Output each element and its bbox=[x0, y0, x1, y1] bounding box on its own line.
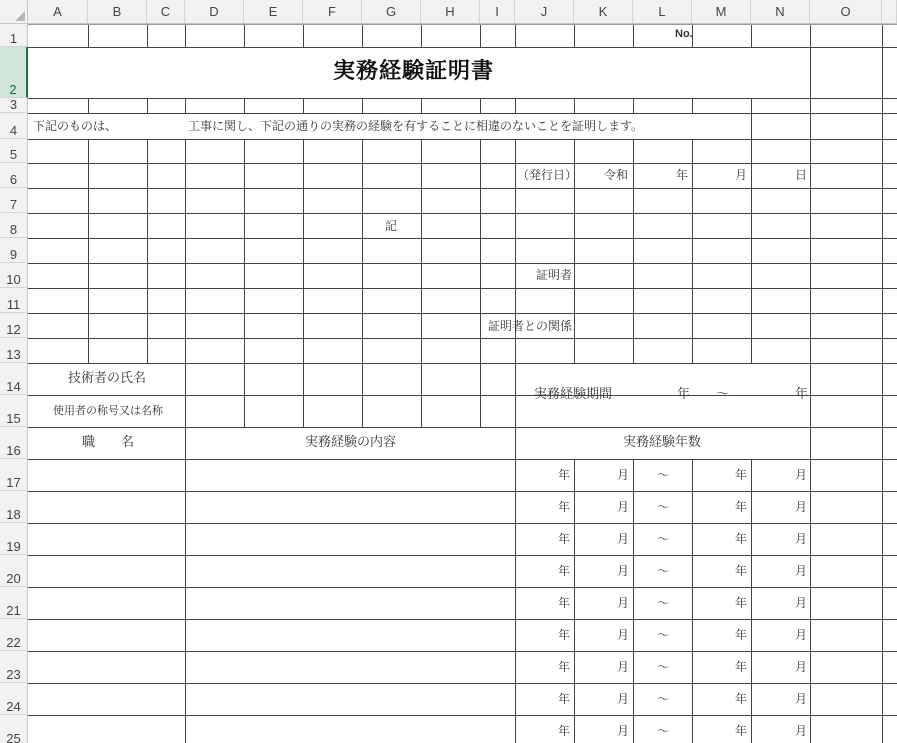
grid-line-v bbox=[574, 459, 575, 743]
experience-row-19-year-unit: 年 bbox=[558, 532, 571, 546]
grid-line-v bbox=[185, 363, 186, 427]
grid-line-v bbox=[882, 47, 883, 98]
experience-row-18-tilde: ～ bbox=[657, 500, 670, 514]
row-header-15[interactable]: 15 bbox=[0, 395, 28, 427]
row-header-24[interactable]: 24 bbox=[0, 683, 28, 715]
grid-line-v bbox=[303, 139, 304, 363]
row-header-4[interactable]: 4 bbox=[0, 113, 28, 139]
column-header-d[interactable]: D bbox=[185, 0, 244, 24]
grid-line-h bbox=[28, 98, 897, 99]
row-header-12[interactable]: 12 bbox=[0, 313, 28, 338]
experience-row-17-tilde: ～ bbox=[657, 468, 670, 482]
row-header-14[interactable]: 14 bbox=[0, 363, 28, 395]
column-header-k[interactable]: K bbox=[574, 0, 633, 24]
column-header-h[interactable]: H bbox=[421, 0, 480, 24]
grid-line-v bbox=[574, 98, 575, 113]
grid-line-v bbox=[515, 363, 516, 427]
grid-line-h bbox=[28, 238, 897, 239]
experience-row-18-end-month-unit: 月 bbox=[795, 500, 808, 514]
experience-row-22-end-month-unit: 月 bbox=[795, 628, 808, 642]
experience-row-21-end-year-unit: 年 bbox=[735, 596, 748, 610]
column-header-c[interactable]: C bbox=[147, 0, 185, 24]
grid-line-h bbox=[28, 555, 897, 556]
grid-line-v bbox=[751, 24, 752, 47]
relation-label: 証明者との関係 bbox=[488, 319, 573, 333]
experience-row-21-month-unit: 月 bbox=[617, 596, 630, 610]
grid-line-v bbox=[574, 24, 575, 47]
period-tilde: ～ bbox=[716, 387, 730, 402]
experience-row-19-tilde: ～ bbox=[657, 532, 670, 546]
issue-day-unit: 日 bbox=[795, 168, 808, 182]
grid-line-v bbox=[515, 24, 516, 47]
experience-row-17-year-unit: 年 bbox=[558, 468, 571, 482]
years-header: 実務経験年数 bbox=[623, 435, 702, 450]
experience-row-23-end-month-unit: 月 bbox=[795, 660, 808, 674]
row-header-7[interactable]: 7 bbox=[0, 188, 28, 213]
grid-line-v bbox=[244, 363, 245, 427]
grid-line-v bbox=[421, 24, 422, 47]
experience-row-23-end-year-unit: 年 bbox=[735, 660, 748, 674]
grid-line-v bbox=[244, 139, 245, 363]
row-header-9[interactable]: 9 bbox=[0, 238, 28, 263]
experience-row-25-end-year-unit: 年 bbox=[735, 724, 748, 738]
grid-line-v bbox=[810, 363, 811, 427]
grid-line-v bbox=[303, 24, 304, 47]
experience-row-23-year-unit: 年 bbox=[558, 660, 571, 674]
grid-line-h bbox=[28, 288, 897, 289]
grid-line-v bbox=[88, 139, 89, 363]
grid-line-h bbox=[28, 651, 897, 652]
row-header-3[interactable]: 3 bbox=[0, 98, 28, 113]
grid-line-h bbox=[28, 363, 897, 364]
experience-row-25-tilde: ～ bbox=[657, 724, 670, 738]
row-header-25[interactable]: 25 bbox=[0, 715, 28, 743]
grid-line-v bbox=[480, 98, 481, 113]
experience-row-24-month-unit: 月 bbox=[617, 692, 630, 706]
grid-line-v bbox=[692, 459, 693, 743]
grid-line-h bbox=[28, 587, 897, 588]
row-header-19[interactable]: 19 bbox=[0, 523, 28, 555]
grid-line-v bbox=[244, 98, 245, 113]
experience-row-20-tilde: ～ bbox=[657, 564, 670, 578]
column-header-stub bbox=[882, 0, 897, 24]
experience-row-24-tilde: ～ bbox=[657, 692, 670, 706]
grid-line-v bbox=[751, 98, 752, 113]
grid-line-h bbox=[28, 188, 897, 189]
grid-line-h bbox=[28, 427, 897, 428]
experience-row-17-end-month-unit: 月 bbox=[795, 468, 808, 482]
grid-line-v bbox=[480, 24, 481, 47]
grid-line-v bbox=[147, 139, 148, 363]
grid-line-h bbox=[28, 619, 897, 620]
statement-prefix: 下記のものは、 bbox=[33, 119, 118, 133]
grid-line-v bbox=[88, 24, 89, 47]
no-label: No. bbox=[675, 28, 693, 40]
grid-line-v bbox=[810, 47, 811, 98]
row-header-20[interactable]: 20 bbox=[0, 555, 28, 587]
experience-row-18-month-unit: 月 bbox=[617, 500, 630, 514]
grid-line-v bbox=[810, 427, 811, 743]
grid-line-v bbox=[882, 24, 883, 47]
grid-line-v bbox=[362, 139, 363, 363]
column-header-e[interactable]: E bbox=[244, 0, 303, 24]
grid-line-v bbox=[362, 363, 363, 427]
experience-row-18-year-unit: 年 bbox=[558, 500, 571, 514]
experience-row-22-month-unit: 月 bbox=[617, 628, 630, 642]
experience-row-20-year-unit: 年 bbox=[558, 564, 571, 578]
period-end-year-unit: 年 bbox=[795, 387, 809, 402]
select-all-icon bbox=[15, 11, 25, 21]
grid-line-v bbox=[810, 113, 811, 139]
grid-line-h bbox=[28, 313, 897, 314]
grid-line-h bbox=[28, 715, 897, 716]
row-header-21[interactable]: 21 bbox=[0, 587, 28, 619]
row-header-10[interactable]: 10 bbox=[0, 263, 28, 288]
experience-row-19-end-year-unit: 年 bbox=[735, 532, 748, 546]
grid-line-v bbox=[303, 363, 304, 427]
experience-row-23-month-unit: 月 bbox=[617, 660, 630, 674]
page-title: 実務経験証明書 bbox=[333, 58, 495, 84]
experience-row-22-tilde: ～ bbox=[657, 628, 670, 642]
experience-row-17-end-year-unit: 年 bbox=[735, 468, 748, 482]
grid-line-v bbox=[882, 139, 883, 363]
grid-line-v bbox=[751, 113, 752, 139]
statement-body: 工事に関し、下記の通りの実務の経験を有することに相違のないことを証明します。 bbox=[188, 119, 644, 133]
row-header-11[interactable]: 11 bbox=[0, 288, 28, 313]
grid-line-v bbox=[810, 24, 811, 47]
column-header-j[interactable]: J bbox=[515, 0, 574, 24]
grid-line-v bbox=[515, 98, 516, 113]
grid-line-h bbox=[28, 24, 897, 25]
row-header-18[interactable]: 18 bbox=[0, 491, 28, 523]
period-start-year-unit: 年 bbox=[677, 387, 691, 402]
experience-row-18-end-year-unit: 年 bbox=[735, 500, 748, 514]
grid-line-v bbox=[244, 24, 245, 47]
grid-line-v bbox=[421, 139, 422, 363]
column-header-l[interactable]: L bbox=[633, 0, 692, 24]
column-header-i[interactable]: I bbox=[480, 0, 515, 24]
column-header-f[interactable]: F bbox=[303, 0, 362, 24]
grid-line-v bbox=[810, 139, 811, 363]
grid-line-v bbox=[421, 363, 422, 427]
grid-line-v bbox=[882, 427, 883, 743]
grid-line-h bbox=[28, 113, 897, 114]
grid-line-v bbox=[692, 139, 693, 363]
grid-line-v bbox=[362, 98, 363, 113]
column-header-m[interactable]: M bbox=[692, 0, 751, 24]
certifier-label: 証明者 bbox=[536, 268, 573, 282]
grid-line-h bbox=[28, 139, 897, 140]
experience-row-25-end-month-unit: 月 bbox=[795, 724, 808, 738]
grid-line-v bbox=[633, 98, 634, 113]
grid-line-h bbox=[28, 523, 897, 524]
row-header-22[interactable]: 22 bbox=[0, 619, 28, 651]
column-header-b[interactable]: B bbox=[88, 0, 147, 24]
grid-line-h bbox=[28, 395, 897, 396]
row-header-23[interactable]: 23 bbox=[0, 651, 28, 683]
column-header-o[interactable]: O bbox=[810, 0, 882, 24]
grid-line-h bbox=[28, 47, 897, 48]
issue-month-unit: 月 bbox=[735, 168, 748, 182]
row-header-8[interactable]: 8 bbox=[0, 213, 28, 238]
grid-line-v bbox=[362, 24, 363, 47]
grid-line-v bbox=[882, 363, 883, 427]
experience-row-22-end-year-unit: 年 bbox=[735, 628, 748, 642]
grid-line-v bbox=[633, 459, 634, 743]
column-header-n[interactable]: N bbox=[751, 0, 810, 24]
experience-row-24-end-year-unit: 年 bbox=[735, 692, 748, 706]
grid-line-v bbox=[882, 98, 883, 113]
experience-row-25-year-unit: 年 bbox=[558, 724, 571, 738]
experience-row-21-tilde: ～ bbox=[657, 596, 670, 610]
experience-row-23-tilde: ～ bbox=[657, 660, 670, 674]
grid-line-v bbox=[185, 24, 186, 47]
grid-line-v bbox=[185, 139, 186, 363]
grid-line-v bbox=[810, 98, 811, 113]
experience-row-25-month-unit: 月 bbox=[617, 724, 630, 738]
engineer-name-label: 技術者の氏名 bbox=[68, 371, 147, 386]
grid-line-h bbox=[28, 683, 897, 684]
experience-row-21-end-month-unit: 月 bbox=[795, 596, 808, 610]
row-header-2[interactable]: 2 bbox=[0, 47, 28, 98]
row-header-5[interactable]: 5 bbox=[0, 139, 28, 163]
row-header-16[interactable]: 16 bbox=[0, 427, 28, 459]
grid-line-v bbox=[692, 98, 693, 113]
grid-line-v bbox=[147, 98, 148, 113]
experience-row-21-year-unit: 年 bbox=[558, 596, 571, 610]
grid-line-h bbox=[28, 263, 897, 264]
period-label: 実務経験期間 bbox=[534, 387, 613, 402]
experience-row-19-end-month-unit: 月 bbox=[795, 532, 808, 546]
grid-line-v bbox=[633, 24, 634, 47]
grid-line-v bbox=[515, 427, 516, 743]
row-header-1[interactable]: 1 bbox=[0, 24, 28, 47]
grid-line-v bbox=[882, 113, 883, 139]
grid-line-v bbox=[147, 24, 148, 47]
grid-line-v bbox=[480, 363, 481, 427]
grid-line-v bbox=[185, 427, 186, 743]
grid-line-h bbox=[28, 491, 897, 492]
grid-line-v bbox=[421, 98, 422, 113]
grid-line-v bbox=[633, 139, 634, 363]
job-title-header: 職 名 bbox=[82, 435, 135, 450]
issue-year-unit: 年 bbox=[676, 168, 689, 182]
experience-row-17-month-unit: 月 bbox=[617, 468, 630, 482]
experience-row-22-year-unit: 年 bbox=[558, 628, 571, 642]
row-header-13[interactable]: 13 bbox=[0, 338, 28, 363]
experience-row-20-end-year-unit: 年 bbox=[735, 564, 748, 578]
column-header-g[interactable]: G bbox=[362, 0, 421, 24]
column-header-a[interactable]: A bbox=[28, 0, 88, 24]
grid-line-h bbox=[28, 338, 897, 339]
select-all-corner[interactable] bbox=[0, 0, 28, 24]
experience-row-20-month-unit: 月 bbox=[617, 564, 630, 578]
grid-line-h bbox=[28, 213, 897, 214]
grid-line-h bbox=[28, 163, 897, 164]
employer-label: 使用者の称号又は名称 bbox=[53, 404, 163, 417]
experience-row-19-month-unit: 月 bbox=[617, 532, 630, 546]
experience-row-24-end-month-unit: 月 bbox=[795, 692, 808, 706]
ki-label: 記 bbox=[385, 219, 398, 233]
experience-row-24-year-unit: 年 bbox=[558, 692, 571, 706]
grid-line-v bbox=[185, 98, 186, 113]
grid-line-v bbox=[480, 139, 481, 363]
grid-line-v bbox=[751, 139, 752, 363]
issue-date-label: （発行日） bbox=[517, 168, 578, 182]
content-header: 実務経験の内容 bbox=[305, 435, 397, 450]
grid-line-v bbox=[751, 459, 752, 743]
grid-line-v bbox=[303, 98, 304, 113]
era-label: 令和 bbox=[604, 168, 629, 182]
experience-row-20-end-month-unit: 月 bbox=[795, 564, 808, 578]
grid-line-v bbox=[88, 98, 89, 113]
grid-line-h bbox=[28, 459, 897, 460]
row-header-17[interactable]: 17 bbox=[0, 459, 28, 491]
row-header-6[interactable]: 6 bbox=[0, 163, 28, 188]
